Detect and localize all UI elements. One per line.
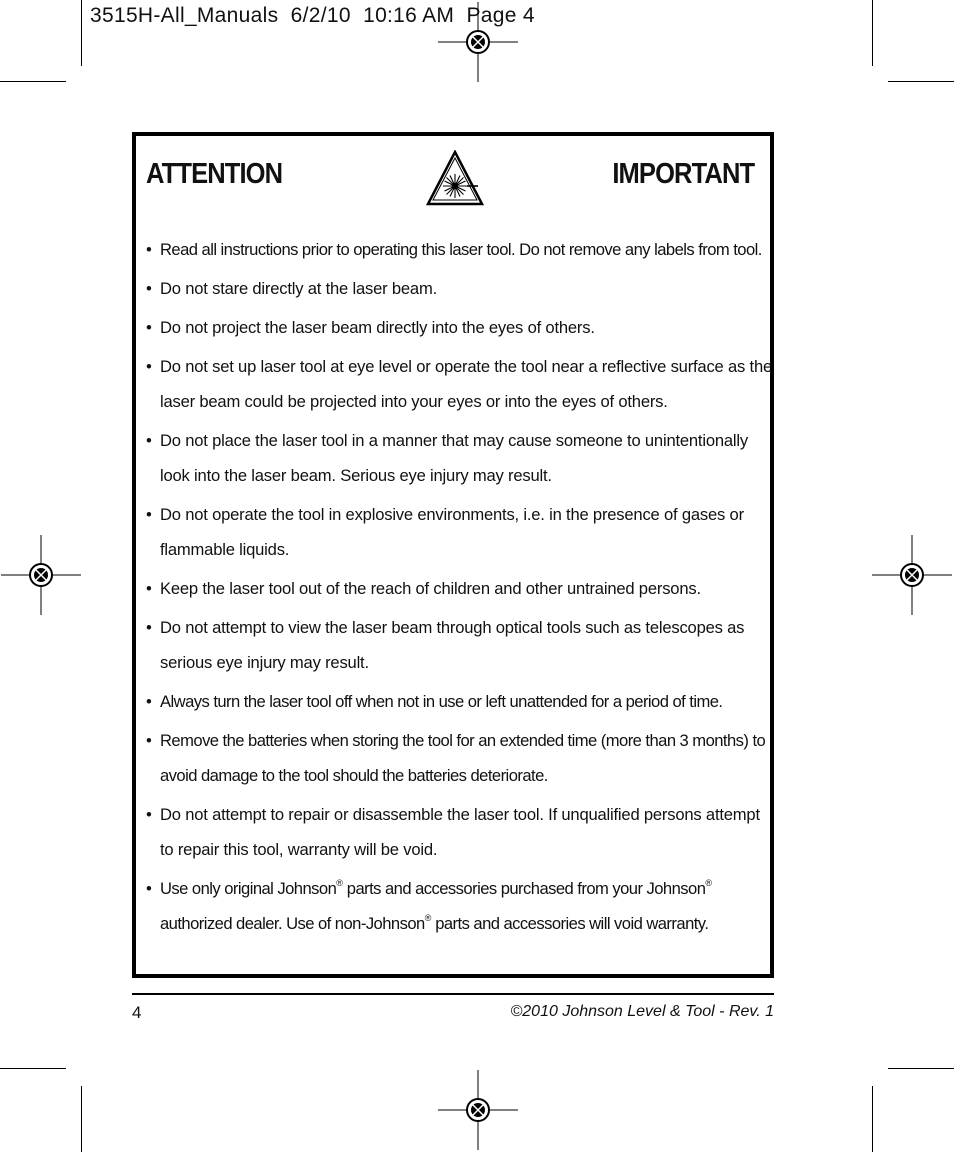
crop-mark-bottom-left-vertical: [81, 1086, 82, 1152]
laser-warning-icon: [426, 150, 484, 206]
registered-mark: ®: [705, 878, 712, 889]
rule-text: parts and accessories purchased from your Johnson: [342, 879, 706, 898]
list-item: • Do not attempt to view the laser beam through optical tools such as telescopes as serious eye injury may result.: [146, 610, 776, 680]
attention-heading: ATTENTION: [146, 158, 283, 190]
registration-mark-icon: [438, 1070, 518, 1150]
crop-mark-bottom-left-horizontal: [0, 1068, 66, 1069]
list-item: • Keep the laser tool out of the reach of children and other untrained persons.: [146, 571, 776, 606]
registered-mark: ®: [336, 878, 343, 889]
crop-mark-bottom-right-horizontal: [888, 1068, 954, 1069]
list-item: [146, 871, 776, 941]
important-heading: IMPORTANT: [612, 158, 754, 190]
rule-text: parts and accessories will void warranty.: [431, 914, 709, 933]
rule-text: Use only original Johnson: [160, 879, 337, 898]
rule-text: authorized dealer. Use of non-Johnson: [160, 914, 425, 933]
list-item: • Do not attempt to repair or disassemble the laser tool. If unqualified persons attempt to repair this tool, warranty will be void.: [146, 797, 776, 867]
crop-mark-top-right-horizontal: [888, 81, 954, 82]
page-number: 4: [132, 1003, 142, 1022]
crop-mark-top-right-vertical: [872, 0, 873, 66]
list-item: • Do not place the laser tool in a manner that may cause someone to unintentionally look into the laser beam. Serious eye injury may result.: [146, 423, 776, 493]
safety-rules-list: [146, 232, 776, 945]
print-slug: 3515H-All_Manuals 6/2/10 10:16 AM Page 4: [90, 4, 535, 27]
list-item: • Do not project the laser beam directly into the eyes of others.: [146, 310, 776, 345]
list-item: • Do not stare directly at the laser beam.: [146, 271, 776, 306]
list-item: • Read all instructions prior to operating this laser tool. Do not remove any labels from tool.: [146, 232, 776, 267]
copyright-text: ©2010 Johnson Level & Tool - Rev. 1: [510, 1003, 774, 1020]
registration-mark-icon: [1, 535, 81, 615]
crop-mark-top-left-vertical: [81, 0, 82, 66]
warning-box: [132, 132, 774, 978]
registration-mark-icon: [872, 535, 952, 615]
registered-mark: ®: [424, 913, 432, 924]
list-item: • Remove the batteries when storing the tool for an extended time (more than 3 months) to avoid damage to the tool should the batteries deteriorate.: [146, 723, 776, 793]
crop-mark-top-left-horizontal: [0, 81, 66, 82]
list-item: • Do not set up laser tool at eye level or operate the tool near a reflective surface as the laser beam could be projected into your eyes or into the eyes of others.: [146, 349, 776, 419]
list-item: • Do not operate the tool in explosive environments, i.e. in the presence of gases or flammable liquids.: [146, 497, 776, 567]
crop-mark-bottom-right-vertical: [872, 1086, 873, 1152]
footer-rule: [132, 993, 774, 995]
registration-mark-icon: [438, 2, 518, 82]
list-item: • Always turn the laser tool off when not in use or left unattended for a period of time.: [146, 684, 776, 719]
